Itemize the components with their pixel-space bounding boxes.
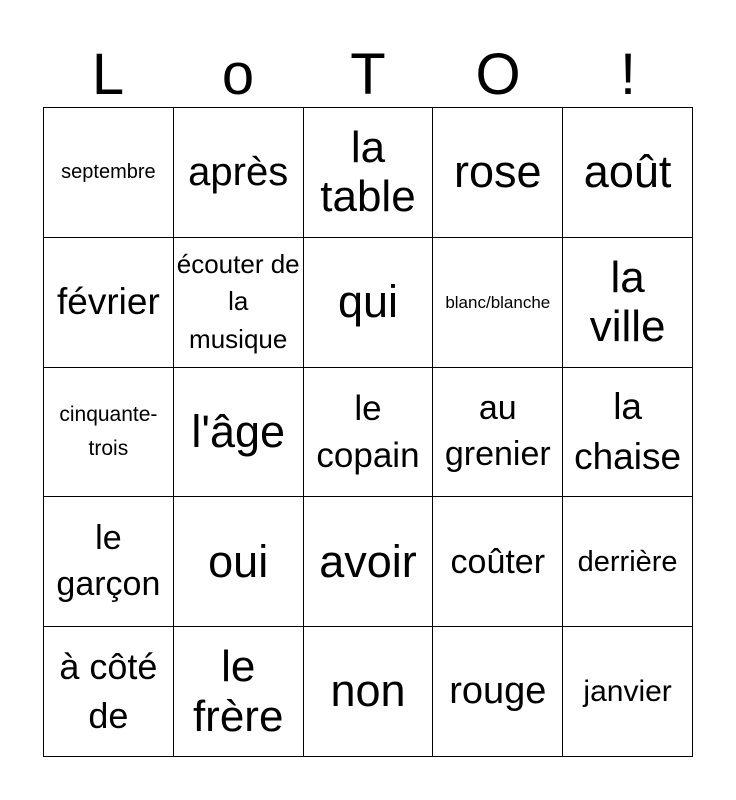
- bingo-cell[interactable]: [563, 368, 693, 498]
- bingo-cell[interactable]: [433, 497, 563, 627]
- cell-text: le copain: [316, 388, 420, 475]
- cell-text: coûter: [450, 542, 546, 581]
- bingo-cell[interactable]: [563, 108, 693, 238]
- bingo-cell[interactable]: [44, 497, 174, 627]
- cell-text: qui: [337, 276, 399, 327]
- title-letter: O: [475, 42, 521, 107]
- bingo-cell[interactable]: [44, 368, 174, 498]
- cell-text: le garçon: [56, 518, 161, 603]
- cell-text: la table: [320, 123, 416, 222]
- bingo-cell[interactable]: [433, 627, 563, 757]
- bingo-cell[interactable]: [563, 238, 693, 368]
- cell-text: après: [188, 150, 289, 194]
- bingo-cell[interactable]: [44, 108, 174, 238]
- cell-text: l'âge: [191, 405, 286, 457]
- bingo-cell[interactable]: [174, 368, 304, 498]
- cell-text: cinquante-trois: [59, 403, 158, 460]
- cell-text: écouter de la musique: [176, 248, 300, 355]
- cell-text: le frère: [192, 642, 284, 741]
- bingo-cell[interactable]: [174, 497, 304, 627]
- bingo-cell[interactable]: [563, 627, 693, 757]
- bingo-cell[interactable]: [44, 627, 174, 757]
- bingo-cell[interactable]: [174, 108, 304, 238]
- bingo-board: [43, 107, 693, 757]
- bingo-cell[interactable]: [174, 238, 304, 368]
- cell-text: au grenier: [444, 389, 551, 473]
- cell-text: derrière: [577, 545, 678, 578]
- cell-text: blanc/blanche: [445, 292, 551, 312]
- cell-text: non: [330, 665, 406, 717]
- bingo-cell[interactable]: [563, 497, 693, 627]
- bingo-cell[interactable]: [304, 238, 434, 368]
- cell-text: rouge: [449, 670, 547, 713]
- cell-text: rose: [454, 146, 542, 198]
- cell-text: oui: [208, 535, 269, 587]
- title-letter: !: [619, 42, 637, 107]
- bingo-cell[interactable]: [433, 368, 563, 498]
- title-letter: L: [91, 42, 125, 107]
- cell-text: août: [583, 146, 672, 198]
- cell-text: avoir: [319, 535, 417, 587]
- cell-text: la ville: [589, 252, 666, 352]
- cell-text: à côté de: [59, 646, 158, 736]
- title-letter: o: [221, 42, 255, 107]
- bingo-title: [43, 42, 693, 108]
- bingo-cell[interactable]: [304, 497, 434, 627]
- bingo-cell[interactable]: [174, 627, 304, 757]
- cell-text: la chaise: [574, 386, 682, 477]
- cell-text: février: [56, 281, 160, 323]
- bingo-cell[interactable]: [304, 627, 434, 757]
- cell-text: janvier: [583, 674, 672, 708]
- cell-text: septembre: [61, 161, 156, 184]
- title-letter: T: [350, 42, 386, 107]
- bingo-cell[interactable]: [433, 108, 563, 238]
- bingo-cell[interactable]: [304, 108, 434, 238]
- bingo-cell[interactable]: [44, 238, 174, 368]
- bingo-cell[interactable]: [304, 368, 434, 498]
- bingo-cell[interactable]: [433, 238, 563, 368]
